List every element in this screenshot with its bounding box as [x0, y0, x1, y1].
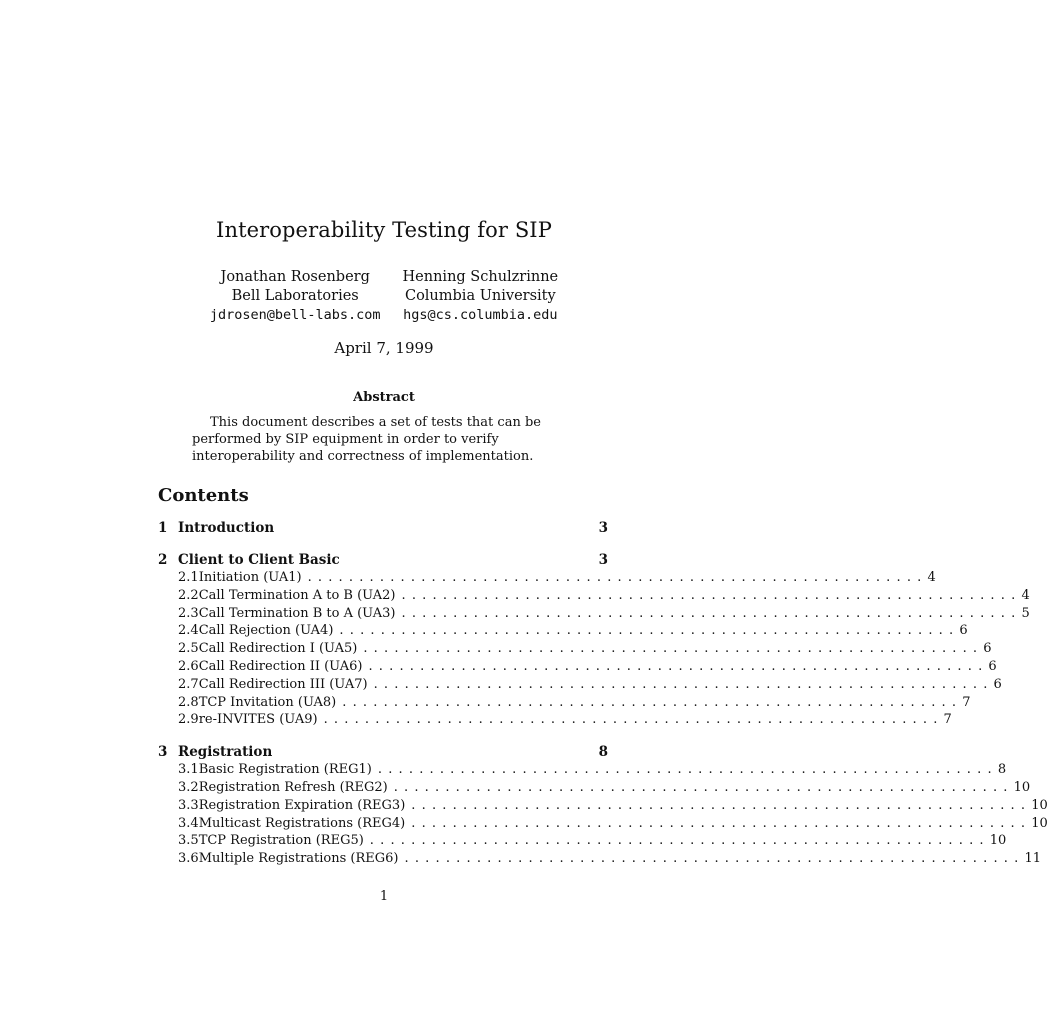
toc-section-number: 2 [158, 552, 168, 568]
toc-subsection-title: Call Redirection III (UA7) [198, 676, 368, 692]
toc-subsection[interactable] [158, 779, 1031, 798]
toc-subsection-title: Multiple Registrations (REG6) [198, 851, 399, 867]
toc-subsection-number: 3.4 [178, 815, 199, 831]
toc-section-title: Introduction [178, 520, 275, 536]
toc-subsection-page: 6 [959, 623, 968, 639]
toc-dot-leader: ............................................................ [369, 833, 990, 849]
toc-section[interactable] [158, 520, 608, 538]
toc-subsection-title: Call Termination A to B (UA2) [198, 587, 396, 603]
toc-subsection[interactable] [158, 815, 1048, 834]
toc-subsection-title: Initiation (UA1) [198, 570, 302, 585]
toc-subsection-number: 3.6 [178, 851, 199, 867]
toc-subsection-title: Call Rejection (UA4) [198, 623, 334, 639]
toc-subsection-number: 2.7 [178, 676, 199, 692]
abstract-text: This document describes a set of tests that can be performed by SIP equipment in order to verify interoperability and correctness of implementation. [192, 415, 541, 464]
toc-section-title: Registration [178, 744, 273, 761]
toc-dot-leader: ............................................................ [411, 797, 1032, 813]
toc-subsection-number: 3.5 [178, 833, 199, 849]
toc-dot-leader: ............................................................ [401, 587, 1022, 603]
toc-dot-leader: ............................................................ [339, 623, 960, 639]
author-0 [210, 268, 381, 325]
toc-dot-leader: ............................................................ [342, 694, 963, 710]
toc-gap [158, 730, 608, 744]
toc-subsection[interactable] [158, 587, 1030, 606]
toc-subsection-title: Basic Registration (REG1) [198, 762, 372, 778]
toc-subsection-page: 4 [1021, 587, 1030, 603]
toc-subsection[interactable] [158, 676, 1002, 695]
author-email: hgs@cs.columbia.edu [403, 307, 558, 323]
toc-subsection-title: Registration Refresh (REG2) [198, 779, 388, 795]
author-affiliation: Bell Laboratories [231, 288, 359, 304]
toc-subsection[interactable] [158, 762, 1007, 780]
toc-dot-leader: ............................................................ [404, 851, 1025, 867]
toc-subsection-title: Registration Expiration (REG3) [198, 797, 406, 813]
toc-gap [158, 538, 608, 552]
toc-section[interactable] [158, 744, 608, 762]
toc-dot-leader: ............................................................ [401, 605, 1022, 621]
toc-subsection-page: 10 [989, 833, 1007, 849]
toc-subsection-number: 2.3 [178, 605, 199, 621]
toc-dot-leader: ............................................................ [393, 779, 1014, 795]
toc-subsection-page: 5 [1021, 605, 1030, 621]
toc-section-page: 3 [598, 552, 608, 568]
toc-subsection-number: 3.3 [178, 797, 199, 813]
contents-heading: Contents [158, 485, 249, 506]
toc-section-number: 3 [158, 744, 168, 761]
toc-dot-leader: ............................................................ [307, 570, 928, 585]
toc-subsection-title: Call Redirection I (UA5) [198, 641, 358, 657]
toc-dot-leader: ............................................................ [323, 712, 944, 728]
table-of-contents [158, 520, 1048, 869]
toc-subsection-page: 7 [943, 712, 952, 728]
toc-subsection-title: Call Redirection II (UA6) [198, 658, 363, 674]
toc-subsection-number: 2.2 [178, 587, 199, 603]
toc-section-page: 3 [598, 520, 608, 536]
page-number: 1 [379, 889, 389, 904]
toc-subsection[interactable] [158, 851, 1041, 869]
toc-subsection-title: TCP Invitation (UA8) [198, 694, 337, 710]
toc-subsection-number: 2.8 [178, 694, 199, 710]
toc-dot-leader: ............................................................ [373, 676, 994, 692]
toc-subsection-number: 3.1 [178, 762, 199, 778]
toc-subsection-page: 4 [927, 570, 936, 585]
toc-subsection-title: TCP Registration (REG5) [198, 833, 364, 849]
author-name: Henning Schulzrinne [402, 269, 559, 285]
toc-subsection-title: re-INVITES (UA9) [198, 712, 318, 728]
toc-section-number: 1 [158, 520, 168, 536]
toc-subsection[interactable] [158, 797, 1048, 816]
toc-subsection-title: Call Termination B to A (UA3) [198, 605, 396, 621]
author-affiliation: Columbia University [404, 288, 556, 304]
toc-subsection-page: 6 [988, 658, 997, 674]
toc-subsection[interactable] [158, 833, 1007, 851]
toc-subsection-page: 11 [1024, 851, 1041, 867]
document-title: Interoperability Testing for SIP [216, 218, 552, 242]
toc-subsection-number: 3.2 [178, 779, 199, 795]
author-email: jdrosen@bell-labs.com [209, 307, 381, 323]
toc-subsection-number: 2.6 [178, 658, 199, 674]
toc-subsection-page: 10 [1013, 779, 1031, 795]
abstract-heading: Abstract [353, 390, 415, 405]
toc-subsection[interactable] [158, 570, 936, 588]
toc-subsection-number: 2.4 [178, 623, 199, 639]
author-name: Jonathan Rosenberg [220, 269, 370, 285]
toc-dot-leader: ............................................................ [411, 815, 1032, 831]
toc-subsection[interactable] [158, 641, 992, 659]
toc-subsection[interactable] [158, 623, 968, 641]
toc-section-title: Client to Client Basic [178, 552, 340, 568]
toc-subsection[interactable] [158, 694, 971, 713]
toc-subsection-page: 10 [1031, 797, 1048, 813]
toc-dot-leader: ............................................................ [368, 658, 989, 674]
toc-subsection-page: 6 [983, 641, 992, 657]
author-1 [403, 268, 559, 325]
toc-subsection-page: 8 [997, 762, 1007, 778]
toc-subsection-number: 2.5 [178, 641, 199, 657]
toc-subsection-page: 7 [962, 694, 971, 710]
document-date: April 7, 1999 [334, 339, 434, 357]
toc-subsection[interactable] [158, 605, 1030, 624]
toc-subsection-page: 6 [993, 676, 1002, 692]
toc-dot-leader: ............................................................ [363, 641, 984, 657]
toc-subsection-number: 2.1 [178, 570, 199, 585]
toc-section-page: 8 [598, 744, 608, 761]
toc-subsection-number: 2.9 [178, 712, 199, 728]
toc-section[interactable] [158, 552, 608, 570]
author-block [0, 268, 768, 325]
toc-subsection[interactable] [158, 658, 997, 677]
toc-subsection-title: Multicast Registrations (REG4) [198, 815, 406, 831]
toc-dot-leader: ............................................................ [377, 762, 998, 778]
toc-subsection[interactable] [158, 712, 952, 730]
toc-subsection-page: 10 [1031, 815, 1048, 831]
